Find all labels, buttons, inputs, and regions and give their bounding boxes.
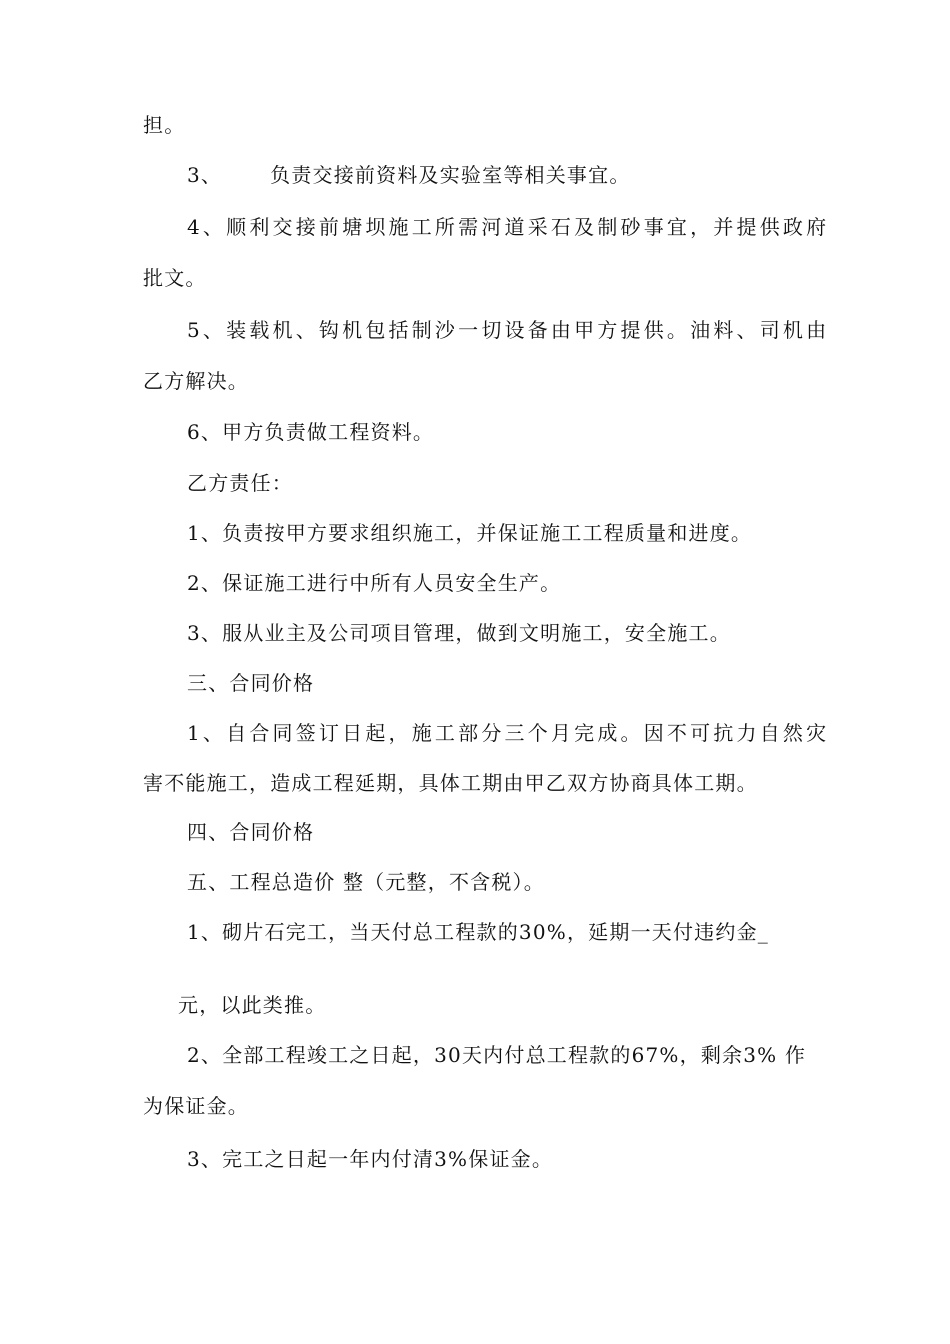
text-line: 1、自合同签订日起，施工部分三个月完成。因不可抗力自然灾 <box>187 721 830 745</box>
text-line: 批文。 <box>143 266 207 290</box>
text-line: 元，以此类推。 <box>178 993 327 1017</box>
text-line: 4、顺利交接前塘坝施工所需河道采石及制砂事宜，并提供政府 <box>187 215 830 239</box>
list-text: 负责交接前资料及实验室等相关事宜。 <box>270 163 631 187</box>
text-line: 担。 <box>143 113 186 137</box>
text-line: 5、装载机、钩机包括制沙一切设备由甲方提供。油料、司机由 <box>187 318 830 342</box>
text-line: 1、砌片石完工，当天付总工程款的30%，延期一天付违约金_ <box>187 920 769 944</box>
text-line: 3、完工之日起一年内付清3%保证金。 <box>187 1147 554 1171</box>
section-heading: 乙方责任： <box>187 471 293 495</box>
text-line: 乙方解决。 <box>143 369 249 393</box>
text-line: 1、负责按甲方要求组织施工，并保证施工工程质量和进度。 <box>187 521 753 545</box>
text-line: 为保证金。 <box>143 1094 249 1118</box>
list-number: 3、 <box>187 163 223 187</box>
text-line: 2、保证施工进行中所有人员安全生产。 <box>187 571 562 595</box>
section-heading: 三、合同价格 <box>187 671 315 695</box>
section-heading: 五、工程总造价 整（元整，不含税）。 <box>187 870 545 894</box>
text-line: 2、全部工程竣工之日起，30天内付总工程款的67%，剩余3% 作 <box>187 1043 807 1067</box>
text-line: 害不能施工，造成工程延期，具体工期由甲乙双方协商具体工期。 <box>143 771 758 795</box>
section-heading: 四、合同价格 <box>187 820 315 844</box>
text-line: 3、服从业主及公司项目管理，做到文明施工，安全施工。 <box>187 621 731 645</box>
text-line: 6、甲方负责做工程资料。 <box>187 420 435 444</box>
list-item-3-header <box>187 160 631 190</box>
